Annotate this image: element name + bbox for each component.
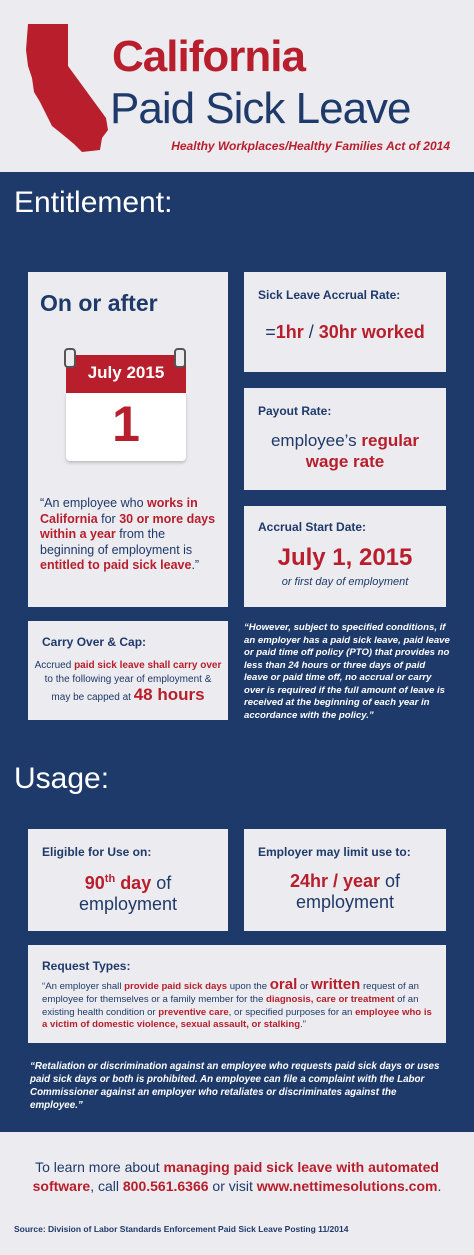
- entitlement-quote: [40, 496, 220, 574]
- request-part: of an existing health condition or: [42, 993, 419, 1018]
- calendar-header: [66, 355, 186, 393]
- request-types-text: [42, 976, 436, 1032]
- calendar-ring: [174, 348, 186, 368]
- request-part: or: [297, 981, 312, 992]
- header: [0, 0, 474, 172]
- source-citation: Source: Division of Labor Standards Enforcement Paid Sick Leave Posting 11/2014: [14, 1224, 349, 1234]
- title-california: California: [112, 32, 305, 81]
- request-part: upon the: [227, 981, 270, 992]
- request-types-box: [28, 945, 446, 1043]
- accrual-start-date: July 1, 2015: [277, 544, 413, 571]
- eligible-of: of: [151, 873, 172, 893]
- on-or-after-label: On or after: [40, 290, 158, 316]
- carry-highlight: paid sick leave shall carry over: [74, 660, 222, 671]
- eligible-day: day: [115, 873, 152, 893]
- footer-highlight: managing paid sick leave with automated software: [32, 1159, 439, 1194]
- eligible-label: Eligible for Use on:: [42, 845, 152, 859]
- footer-phone[interactable]: 800.561.6366: [122, 1178, 209, 1194]
- calendar-body: [66, 393, 186, 461]
- footer-part: or visit: [208, 1178, 257, 1194]
- quote-part: from the beginning of employment is: [40, 527, 193, 557]
- accrual-start-label: Accrual Start Date:: [258, 520, 367, 534]
- title-paid-sick-leave: Paid Sick Leave: [110, 84, 411, 133]
- accrual-hours: 1hr: [275, 322, 304, 342]
- carry-cap: 48 hours: [133, 685, 205, 704]
- request-part: “An employer shall: [42, 981, 125, 992]
- accrual-eq: =: [265, 322, 276, 342]
- carry-over-box: [28, 621, 228, 720]
- accrual-rate-label: Sick Leave Accrual Rate:: [258, 288, 401, 302]
- eligible-box: [28, 829, 228, 931]
- california-map-icon: [22, 22, 112, 162]
- request-highlight: preventive care: [158, 1006, 229, 1018]
- calendar-day: 1: [112, 396, 140, 452]
- limit-of: of: [380, 871, 401, 891]
- request-highlight: employee who is a victim of domestic violence, sexual assault, or stalking: [42, 1006, 432, 1031]
- footer-cta: [10, 1158, 464, 1196]
- limit-label: Employer may limit use to:: [258, 845, 411, 859]
- request-part: , or specified purposes for an: [228, 1006, 356, 1018]
- calendar-icon: [66, 355, 186, 465]
- accrual-worked: 30hr worked: [318, 322, 425, 342]
- quote-part: “An employee who: [40, 496, 148, 510]
- request-part: request of an employee for themselves or a family member for the: [42, 981, 419, 1005]
- limit-amount: 24hr / year: [289, 871, 381, 891]
- retaliation-note: “Retaliation or discrimination against an employee who requests paid sick days or uses paid sick days or both is prohibited. An employee can file a complaint with the Labor Commissioner against an employer who retaliates or discriminates against the employee.”: [30, 1061, 440, 1111]
- carry-over-label: Carry Over & Cap:: [42, 635, 147, 649]
- payout-highlight: regular: [361, 431, 420, 450]
- calendar-ring: [64, 348, 76, 368]
- accrual-start-note: or first day of employment: [281, 576, 409, 588]
- usage-heading: Usage:: [14, 762, 110, 795]
- accrual-rate-value: [244, 322, 446, 343]
- quote-highlight: entitled to paid sick leave: [40, 558, 192, 572]
- footer-part: .: [437, 1178, 442, 1194]
- accrual-sep: /: [303, 322, 319, 342]
- calendar-month: July 2015: [87, 363, 165, 382]
- entitlement-heading: Entitlement:: [14, 186, 173, 219]
- carry-part: to the following year of employment &: [44, 674, 212, 685]
- footer-website-link[interactable]: www.nettimesolutions.com: [256, 1178, 438, 1194]
- accrual-rate-box: [244, 272, 446, 372]
- quote-part: .”: [191, 558, 200, 572]
- request-oral: oral: [269, 976, 298, 993]
- carry-over-text: [28, 659, 228, 709]
- request-written: written: [311, 976, 361, 993]
- carry-part: Accrued: [34, 660, 75, 671]
- act-subtitle: Healthy Workplaces/Healthy Families Act of 2014: [171, 139, 450, 153]
- eligible-number: 90: [84, 873, 105, 893]
- request-part: .”: [300, 1019, 306, 1031]
- quote-highlight: 30 or more days within a year: [40, 511, 216, 541]
- quote-part: for: [97, 511, 120, 526]
- carry-part: may be capped at: [51, 692, 134, 703]
- eligible-suffix: th: [104, 873, 116, 885]
- limit-employment: employment: [295, 892, 395, 912]
- footer: [0, 1132, 474, 1255]
- request-types-label: Request Types:: [42, 959, 131, 973]
- limit-box: [244, 829, 446, 931]
- payout-rate-box: [244, 388, 446, 490]
- payout-part: employee’s: [270, 431, 362, 450]
- however-note: “However, subject to specified conditions, if an employer has a paid sick leave, paid leave or paid time off policy (PTO) that provides no less than 24 hours or three days of paid leave or paid time off, no accrual or carry over is required if the full amount of leave is received at the beginning of each year in accordance with the policy.”: [244, 622, 450, 721]
- payout-rate-value: [244, 430, 446, 472]
- accrual-start-box: [244, 506, 446, 607]
- footer-part: , call: [90, 1178, 123, 1194]
- eligible-employment: employment: [78, 894, 178, 914]
- limit-value: [244, 871, 446, 913]
- eligible-value: [28, 869, 228, 915]
- footer-part: To learn more about: [35, 1159, 164, 1175]
- quote-highlight: works in California: [40, 496, 198, 526]
- request-highlight: diagnosis, care or treatment: [265, 993, 395, 1005]
- request-highlight: provide paid sick days: [124, 981, 228, 992]
- payout-highlight: wage rate: [305, 452, 385, 471]
- payout-rate-label: Payout Rate:: [258, 404, 332, 418]
